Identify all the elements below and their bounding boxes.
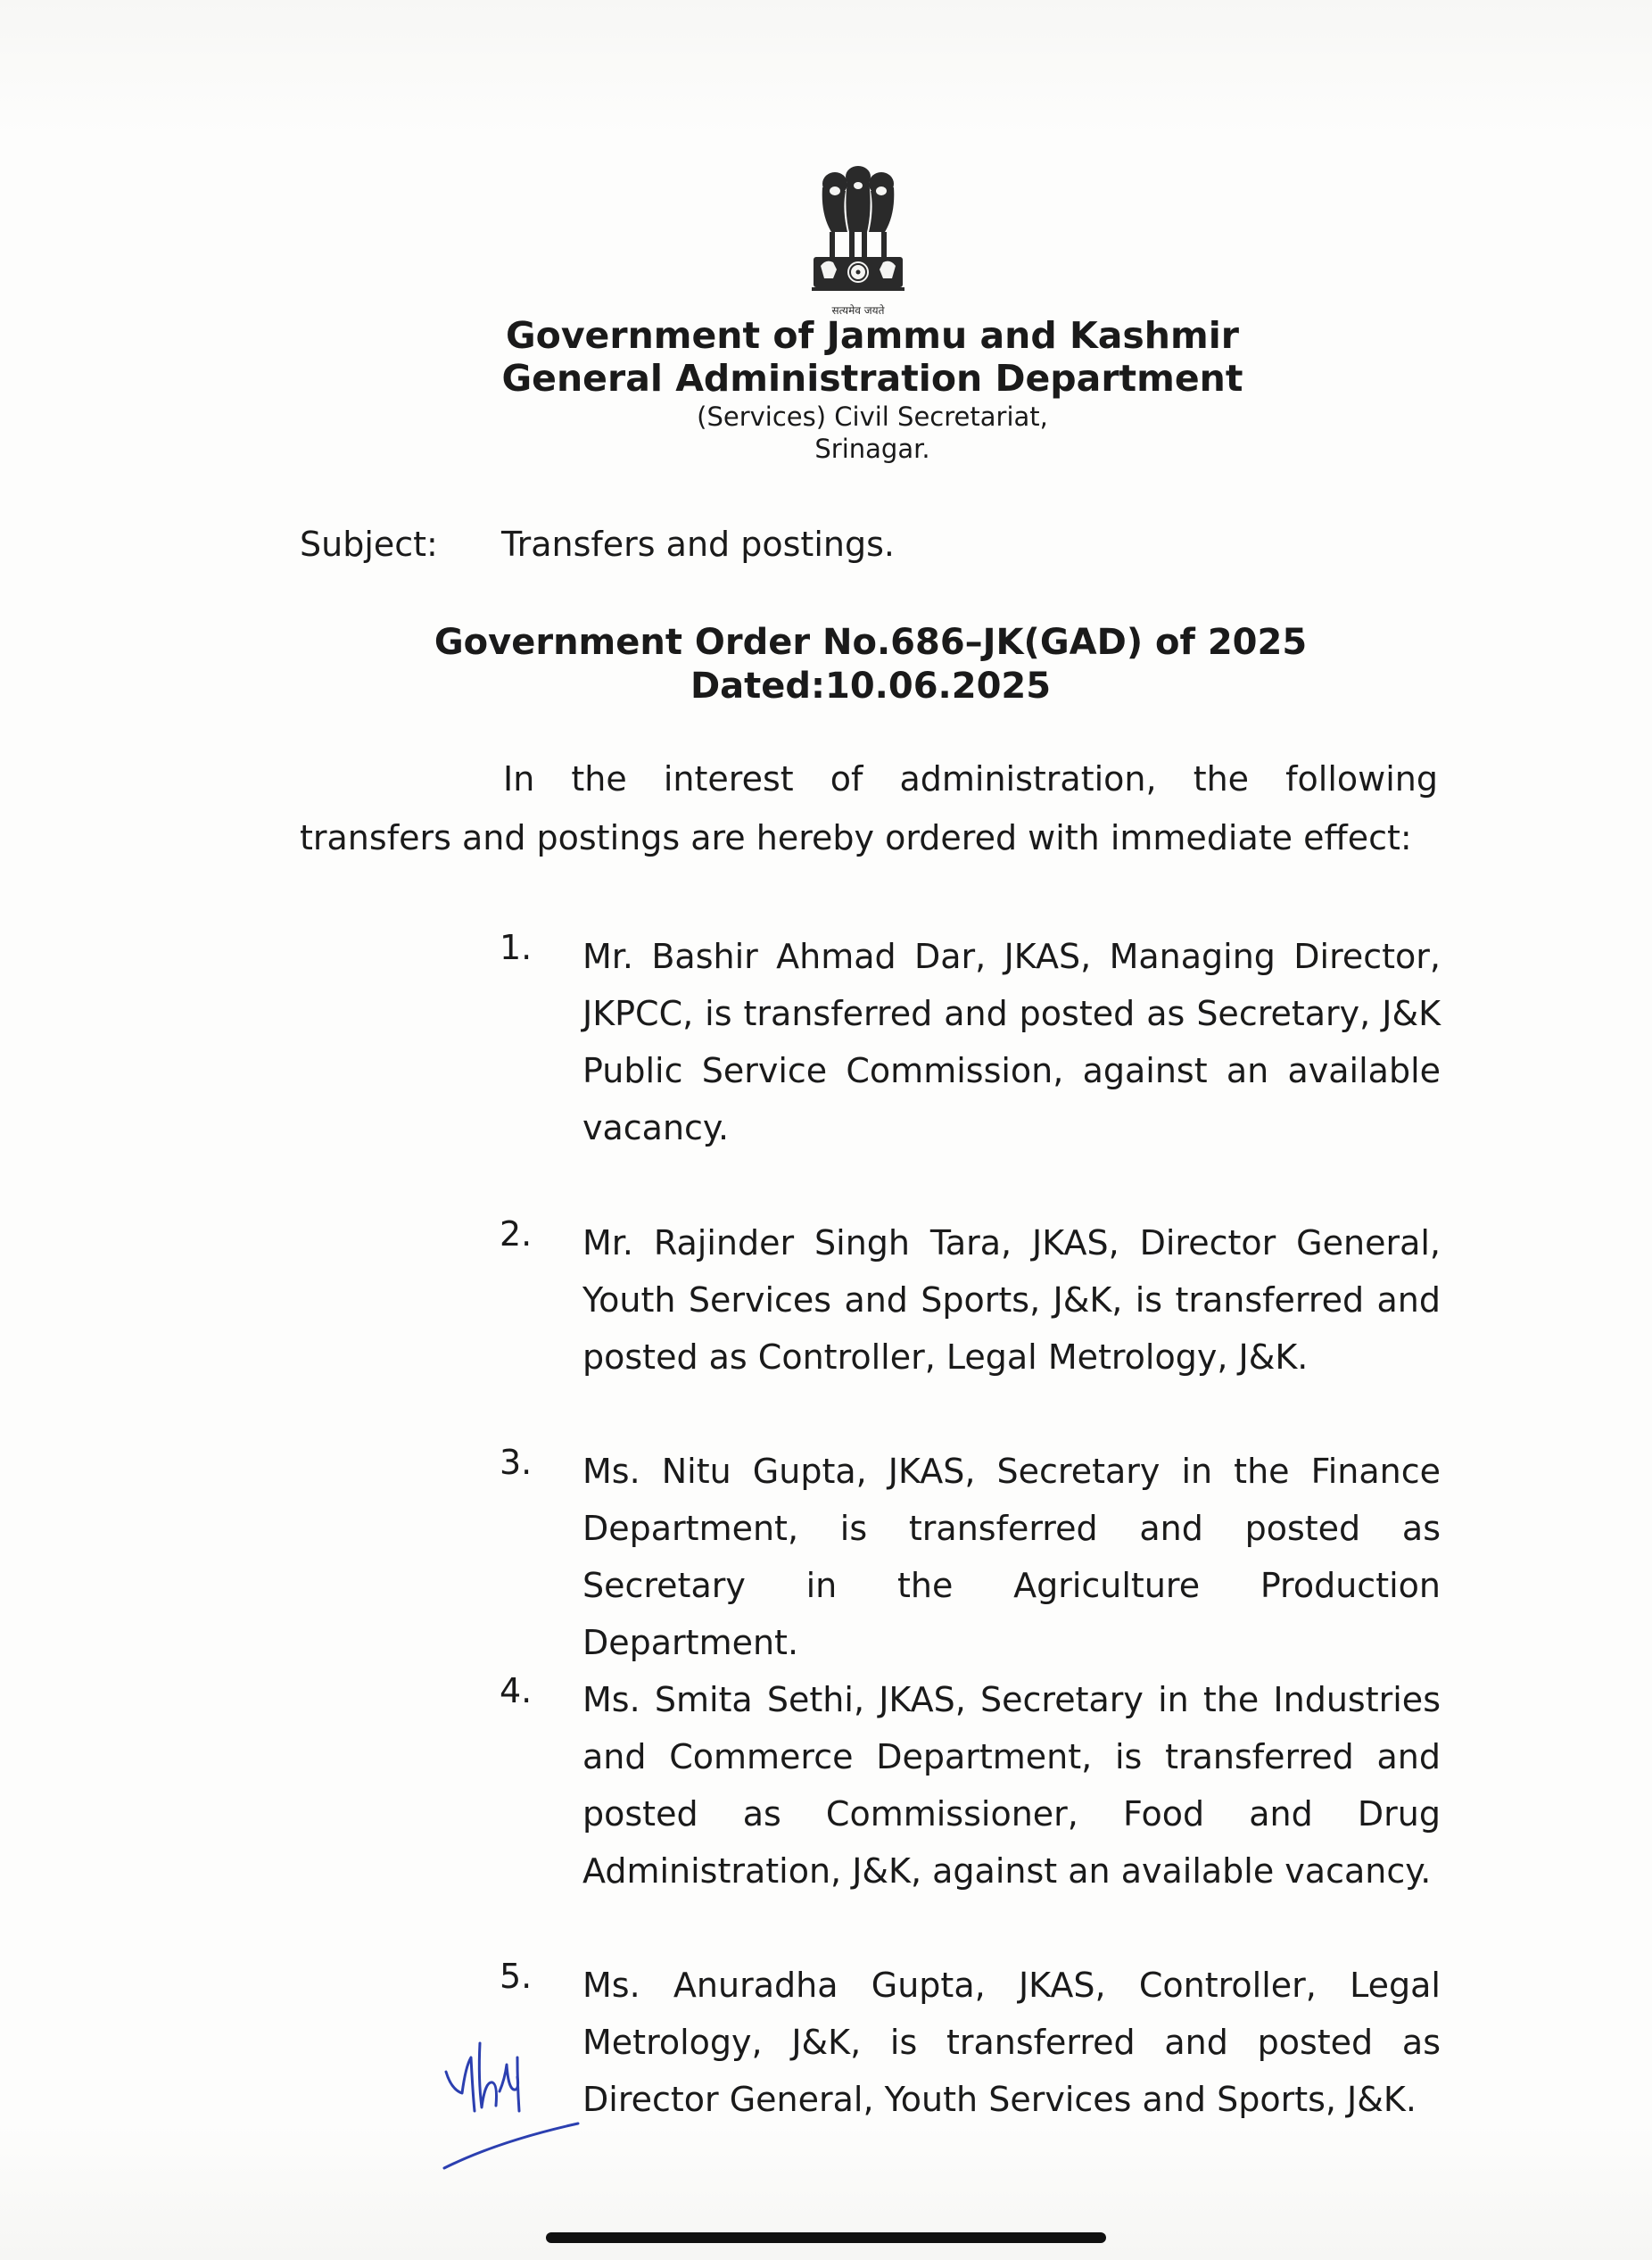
item-text: Ms. Anuradha Gupta, JKAS, Controller, Legal Metrology, J&K, is transferred and posted as Director General, Youth Services and Sports, J&K.	[582, 1966, 1441, 2119]
item-text: Mr. Rajinder Singh Tara, JKAS, Director General, Youth Services and Sports, J&K, is transferred and posted as Controller, Legal Metrology, J&K.	[582, 1223, 1441, 1377]
emblem-motto: सत्यमेव जयते	[831, 304, 885, 317]
address-line-2: Srinagar.	[814, 434, 930, 464]
order-number: Government Order No.686–JK(GAD) of 2025	[434, 622, 1308, 663]
item-text: Mr. Bashir Ahmad Dar, JKAS, Managing Director, JKPCC, is transferred and posted as Secretary, J&K Public Service Commission, against an available vacancy.	[582, 937, 1441, 1147]
address-line-1: (Services) Civil Secretariat,	[697, 402, 1048, 432]
intro-paragraph: In the interest of administration, the following transfers and postings are hereby ordered with immediate effect:	[300, 759, 1438, 857]
subject-text: Transfers and postings.	[501, 525, 895, 564]
item-text: Ms. Nitu Gupta, JKAS, Secretary in the Finance Department, is transferred and posted as Secretary in the Agriculture Production Department.	[582, 1452, 1441, 1662]
subject-label: Subject:	[300, 525, 438, 564]
item-text: Ms. Smita Sethi, JKAS, Secretary in the Industries and Commerce Department, is transferred and posted as Commissioner, Food and Drug Administration, J&K, against an available vacancy.	[582, 1680, 1441, 1891]
item-number: 2.	[500, 1214, 533, 1254]
government-title: Government of Jammu and Kashmir	[506, 314, 1239, 357]
item-number: 3.	[500, 1443, 533, 1482]
item-number: 5.	[500, 1957, 533, 1996]
home-indicator-bar[interactable]	[546, 2232, 1106, 2243]
department-title: General Administration Department	[501, 357, 1243, 400]
item-number: 1.	[500, 928, 533, 967]
order-date: Dated:10.06.2025	[690, 666, 1052, 707]
national-emblem-icon	[796, 161, 921, 321]
signature-initials	[435, 2016, 614, 2177]
item-number: 4.	[500, 1671, 533, 1710]
